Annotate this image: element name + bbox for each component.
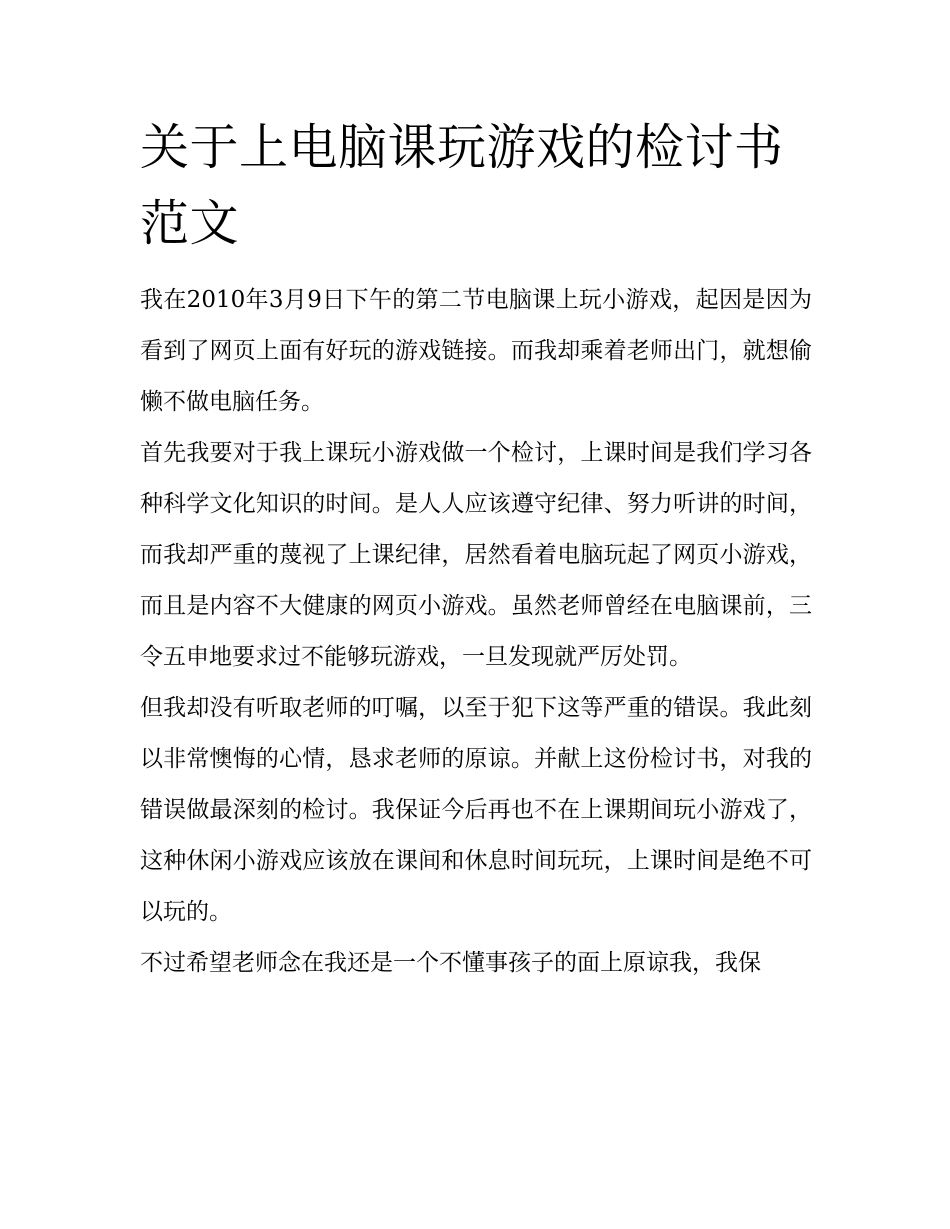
paragraph: 我在2010年3月9日下午的第二节电脑课上玩小游戏，起因是因为看到了网页上面有好玩的游戏链接。而我却乘着老师出门，就想偷懒不做电脑任务。: [140, 287, 812, 415]
document-title: 关于上电脑课玩游戏的检讨书范文: [140, 119, 784, 252]
paragraph: 但我却没有听取老师的叮嘱，以至于犯下这等严重的错误。我此刻以非常懊悔的心情，恳求老师的原谅。并献上这份检讨书，对我的错误做最深刻的检讨。我保证今后再也不在上课期间玩小游戏了，这种休闲小游戏应该放在课间和休息时间玩玩，上课时间是绝不可以玩的。: [140, 695, 812, 925]
document-body: [140, 275, 812, 989]
paragraph: 首先我要对于我上课玩小游戏做一个检讨，上课时间是我们学习各种科学文化知识的时间。是人人应该遵守纪律、努力听讲的时间，而我却严重的蔑视了上课纪律，居然看着电脑玩起了网页小游戏，而且是内容不大健康的网页小游戏。虽然老师曾经在电脑课前，三令五申地要求过不能够玩游戏，一旦发现就严厉处罚。: [140, 440, 812, 670]
paragraph: 不过希望老师念在我还是一个不懂事孩子的面上原谅我，我保: [140, 950, 761, 976]
